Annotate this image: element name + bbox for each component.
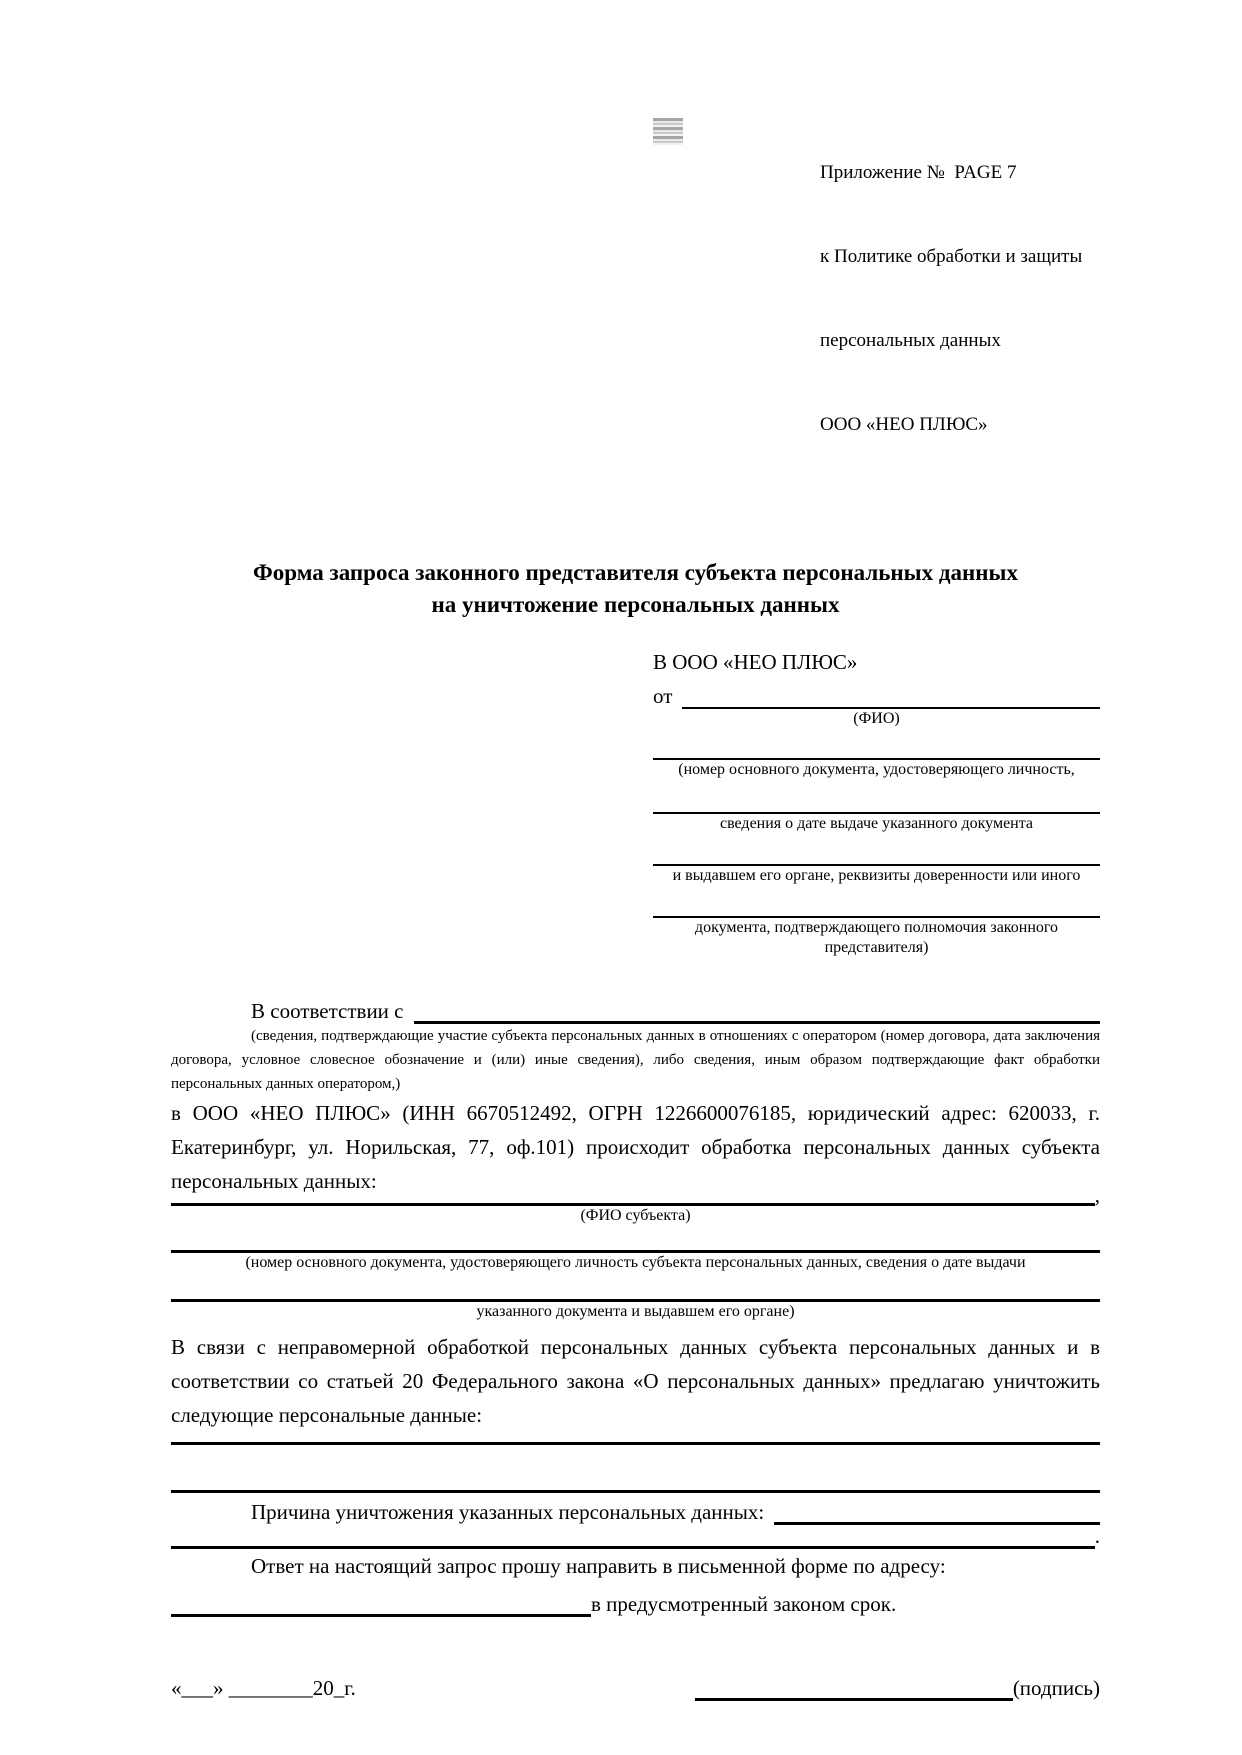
doc-number-caption: (номер основного документа, удостоверяющего личность, xyxy=(678,761,1075,778)
signature-row xyxy=(171,1667,1100,1701)
subject-doc-field-line xyxy=(171,1226,1100,1253)
authority-document-field-line xyxy=(653,886,1100,918)
destruction-request-paragraph: В связи с неправомерной обработкой персональных данных субъекта персональных данных и в соответствии со статьей 20 Федерального закона «О персональных данных» предлагаю уничтожить следующие персональные данные: xyxy=(171,1335,1100,1427)
data-to-destroy-line-2 xyxy=(171,1445,1100,1493)
subject-doc-caption-1: (номер основного документа, удостоверяющего личность субъекта персональных данных, сведения о дате выдачи xyxy=(245,1254,1026,1271)
reason-label: Причина уничтожения указанных персональных данных: xyxy=(251,1500,765,1524)
line-end-comma: , xyxy=(1094,1183,1100,1207)
issue-date-field-line xyxy=(653,780,1100,814)
document-title xyxy=(171,557,1100,621)
appendix-header xyxy=(820,103,1100,495)
answer-address-row xyxy=(171,1583,1100,1617)
appendix-company-line: ООО «НЕО ПЛЮС» xyxy=(820,414,988,435)
accordance-fine-print: (сведения, подтверждающие участие субъекта персональных данных в отношениях с оператором (номер договора, дата заключения договора, условное словесное обозначение и (или) иные сведения), либо сведения, иным образом подтверждающие факт обработки персональных данных оператором,) xyxy=(171,1028,1100,1092)
appendix-subject-line: персональных данных xyxy=(820,330,1001,351)
in-accordance-row xyxy=(171,988,1100,1024)
subject-fio-caption: (ФИО субъекта) xyxy=(580,1207,691,1224)
issue-date-caption: сведения о дате выдаче указанного документа xyxy=(719,815,1034,832)
doc-number-field-line xyxy=(653,729,1100,760)
title-line-2: на уничтожение персональных данных xyxy=(431,592,840,617)
title-line-1: Форма запроса законного представителя субъекта персональных данных xyxy=(253,560,1018,585)
reason-continuation-row xyxy=(171,1525,1100,1549)
from-row xyxy=(653,679,1100,709)
in-accordance-label: В соответствии с xyxy=(251,999,404,1023)
data-to-destroy-line-1 xyxy=(171,1432,1100,1445)
signature-field-line xyxy=(695,1698,1013,1701)
subject-doc-caption-2: указанного документа и выдавшем его органе) xyxy=(476,1303,795,1320)
text-lines-icon xyxy=(653,118,683,145)
reason-row xyxy=(171,1493,1100,1525)
line-end-period: . xyxy=(1094,1524,1100,1548)
reason-field-line xyxy=(774,1522,1100,1525)
signature-block xyxy=(695,1676,1100,1701)
appendix-policy-line: к Политике обработки и защиты xyxy=(820,246,1083,267)
authority-document-caption: документа, подтверждающего полномочия законного представителя) xyxy=(694,919,1059,956)
answer-term-text: в предусмотренный законом срок. xyxy=(591,1592,897,1616)
signature-caption: (подпись) xyxy=(1012,1676,1100,1700)
addressee-to: В ООО «НЕО ПЛЮС» xyxy=(653,650,858,674)
appendix-number-line: Приложение № PAGE 7 xyxy=(820,162,1017,183)
operator-paragraph: в ООО «НЕО ПЛЮС» (ИНН 6670512492, ОГРН 1226600076185, юридический адрес: 620033, г. Екатеринбург, ул. Норильская, 77, оф.101) происходит обработка персональных данных субъекта персональных данных: xyxy=(171,1101,1100,1193)
subject-fio-line-row xyxy=(171,1183,1100,1207)
date-line: «___» ________20_г. xyxy=(171,1676,356,1700)
subject-doc-issuer-field-line xyxy=(171,1273,1100,1302)
fio-caption: (ФИО) xyxy=(853,710,900,727)
from-label: от xyxy=(653,684,673,708)
address-field-line xyxy=(171,1614,591,1617)
issuing-authority-caption: и выдавшем его органе, реквизиты доверенности или иного xyxy=(672,867,1081,884)
answer-request-line: Ответ на настоящий запрос прошу направить в письменной форме по адресу: xyxy=(251,1554,946,1578)
issuing-authority-field-line xyxy=(653,834,1100,866)
addressee-block xyxy=(653,645,1100,958)
